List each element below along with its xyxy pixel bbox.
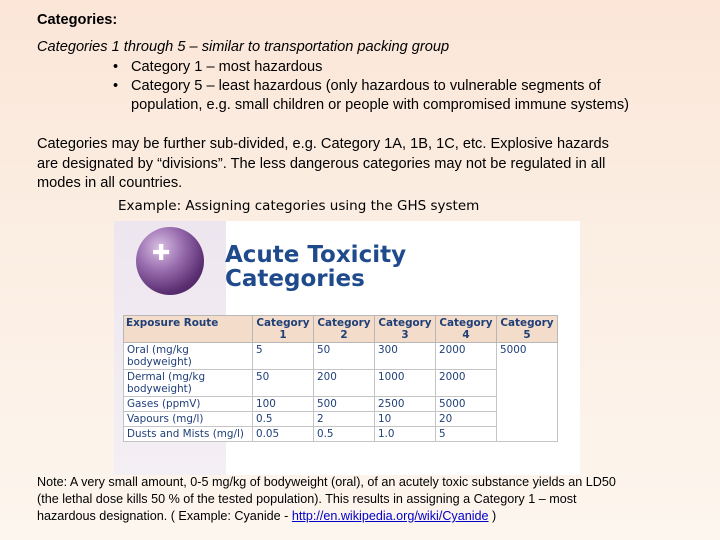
category5-cell: 5000 [497, 343, 558, 442]
route-cell: Oral (mg/kg bodyweight) [124, 343, 253, 370]
value-cell: 0.05 [253, 427, 314, 442]
header-exposure-route: Exposure Route [124, 316, 253, 343]
value-cell: 2000 [436, 343, 497, 370]
slide-subheading: Categories 1 through 5 – similar to transportation packing group [37, 39, 450, 55]
cyanide-link[interactable]: http://en.wikipedia.org/wiki/Cyanide [291, 509, 489, 523]
value-cell: 1000 [375, 370, 436, 397]
table-header-row [124, 316, 558, 343]
route-cell: Dusts and Mists (mg/l) [124, 427, 253, 442]
note-text: hazardous designation. ( Example: Cyanide - [37, 509, 292, 523]
note-line: (the lethal dose kills 50 % of the tested population). This results in assigning a Category 1 – most [37, 492, 577, 506]
header-category-4: Category 4 [436, 316, 497, 343]
paragraph-line: Categories may be further sub-divided, e.g. Category 1A, 1B, 1C, etc. Explosive hazards [37, 136, 609, 152]
puzzle-piece-icon: ✚ [152, 241, 171, 266]
note-line [37, 508, 616, 525]
bullet-text: Category 1 – most hazardous [131, 59, 323, 75]
value-cell: 500 [314, 397, 375, 412]
value-cell: 50 [314, 343, 375, 370]
table-row [124, 370, 558, 397]
table-row [124, 397, 558, 412]
route-cell: Vapours (mg/l) [124, 412, 253, 427]
value-cell: 20 [436, 412, 497, 427]
value-cell: 200 [314, 370, 375, 397]
table-row [124, 412, 558, 427]
paragraph-line: modes in all countries. [37, 175, 183, 191]
table-row [124, 427, 558, 442]
toxicity-table [123, 315, 558, 442]
table-row [124, 343, 558, 370]
globe-puzzle-icon [136, 227, 204, 295]
value-cell: 2000 [436, 370, 497, 397]
figure-title-line: Categories [225, 266, 365, 292]
value-cell: 5 [253, 343, 314, 370]
acute-toxicity-figure [114, 221, 580, 475]
value-cell: 2 [314, 412, 375, 427]
value-cell: 0.5 [253, 412, 314, 427]
figure-title [225, 243, 406, 291]
header-category-3: Category 3 [375, 316, 436, 343]
value-cell: 2500 [375, 397, 436, 412]
note-text: ) [488, 509, 497, 523]
value-cell: 300 [375, 343, 436, 370]
header-category-2: Category 2 [314, 316, 375, 343]
value-cell: 10 [375, 412, 436, 427]
paragraph-line: are designated by “divisions”. The less dangerous categories may not be regulated in all [37, 156, 606, 172]
slide-heading: Categories: [37, 12, 118, 28]
value-cell: 5000 [436, 397, 497, 412]
example-caption: Example: Assigning categories using the GHS system [118, 198, 480, 214]
bullet-text: Category 5 – least hazardous (only hazardous to vulnerable segments of [131, 78, 601, 94]
figure-title-line: Acute Toxicity [225, 242, 407, 268]
value-cell: 5 [436, 427, 497, 442]
value-cell: 100 [253, 397, 314, 412]
note-line: Note: A very small amount, 0-5 mg/kg of bodyweight (oral), of an acutely toxic substance yields an LD50 [37, 475, 616, 489]
bullet-continuation: population, e.g. small children or people with compromised immune systems) [131, 97, 630, 113]
note-block [37, 474, 616, 525]
value-cell: 0.5 [314, 427, 375, 442]
header-category-5: Category 5 [497, 316, 558, 343]
header-category-1: Category 1 [253, 316, 314, 343]
bullet-dot: • [113, 78, 119, 94]
value-cell: 50 [253, 370, 314, 397]
route-cell: Gases (ppmV) [124, 397, 253, 412]
value-cell: 1.0 [375, 427, 436, 442]
bullet-dot: • [113, 59, 119, 75]
route-cell: Dermal (mg/kg bodyweight) [124, 370, 253, 397]
